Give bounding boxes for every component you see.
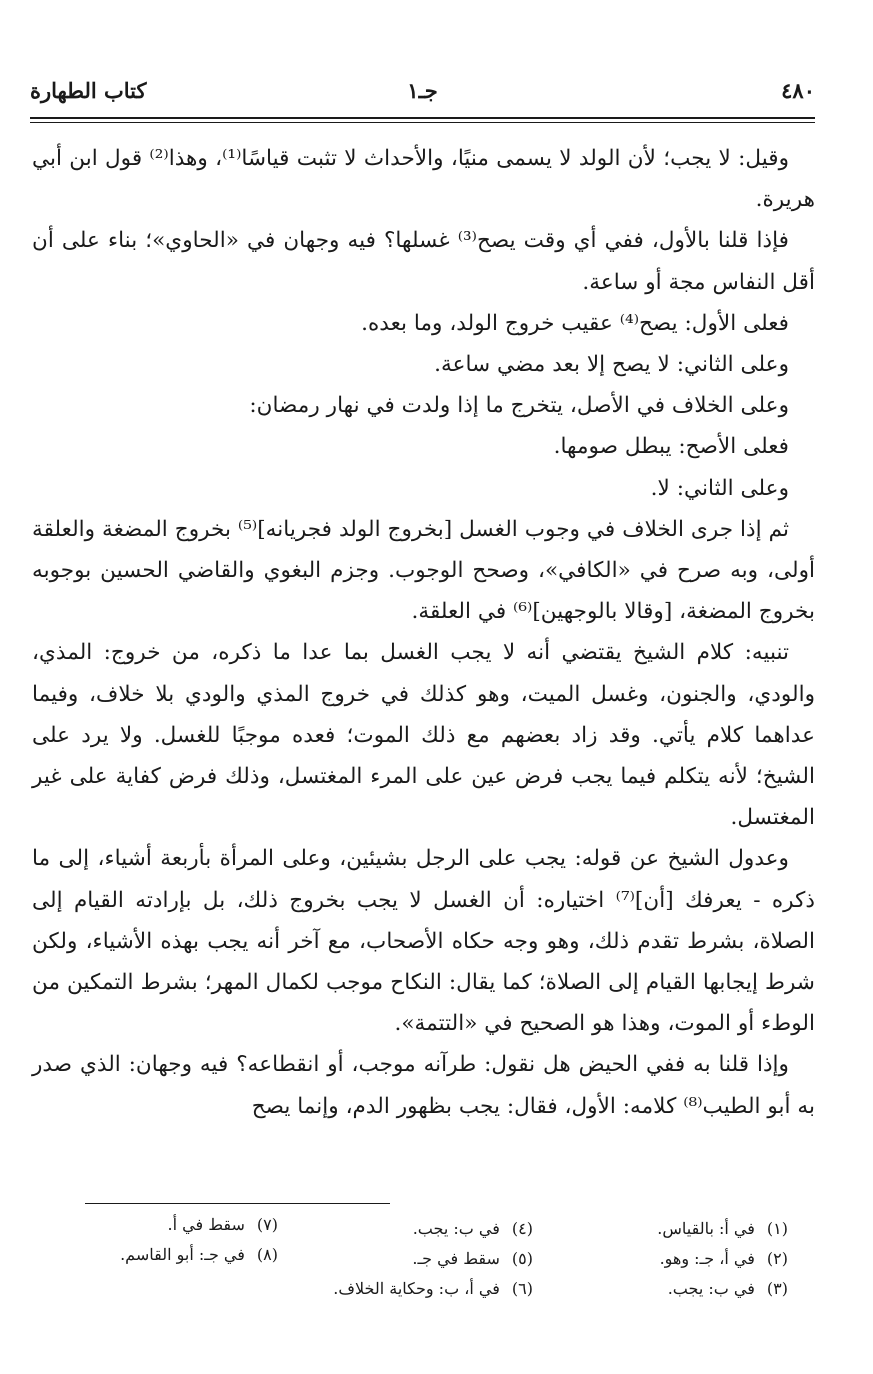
footnote-number: (٧) — [256, 1215, 278, 1234]
paragraph: فإذا قلنا بالأول، ففي أي وقت يصح⁽³⁾ غسلها؟ فيه وجهان في «الحاوي»؛ بناء على أن أقل النفاس مجة أو ساعة. — [32, 228, 815, 295]
footnote-text: في ب: يجب. — [412, 1219, 500, 1238]
footnote-number: (١) — [766, 1219, 788, 1238]
footnote-number: (٦) — [511, 1279, 533, 1298]
paragraph: وعدول الشيخ عن قوله: يجب على الرجل بشيئين، وعلى المرأة بأربعة أشياء، إلى ما ذكره - يعرفك [أن]⁽⁷⁾ اختياره: أن الغسل لا يجب بخروج ذلك، بل بإرادته القيام إلى الصلاة، بشرط تقدم ذلك، وهو وجه حكاه الأصحاب، مع آخر أنه يجب بهذه الأشياء، ولكن شرط إيجابها القيام إلى الصلاة؛ كما يقال: النكاح موجب لكمال المهر؛ بشرط التمكين من الوطء أو الموت، وهذا هو الصحيح في «التتمة». — [32, 846, 815, 1037]
footnote — [120, 1242, 278, 1268]
header-rule — [30, 117, 815, 119]
paragraph: وعلى الثاني: لا. — [650, 475, 789, 501]
footnote-text: في أ: بالقياس. — [657, 1219, 755, 1238]
footnote — [660, 1246, 788, 1272]
paragraph: وعلى الخلاف في الأصل، يتخرج ما إذا ولدت في نهار رمضان: — [249, 393, 789, 419]
footnote-text: سقط في أ. — [167, 1215, 245, 1234]
header-rule-thin — [30, 122, 815, 123]
main-text — [32, 138, 815, 1127]
paragraph: وقيل: لا يجب؛ لأن الولد لا يسمى منيًا، والأحداث لا تثبت قياسًا⁽¹⁾، وهذا⁽²⁾ قول ابن أبي هريرة. — [32, 146, 815, 213]
footnote-number: (٢) — [766, 1249, 788, 1268]
paragraph: وعلى الثاني: لا يصح إلا بعد مضي ساعة. — [434, 352, 789, 378]
footnote — [413, 1216, 533, 1242]
footnote — [668, 1276, 788, 1302]
footnote — [333, 1276, 533, 1302]
running-header — [30, 78, 815, 114]
footnote — [168, 1212, 278, 1238]
footnote-number: (٤) — [511, 1219, 533, 1238]
footnote-number: (٨) — [256, 1245, 278, 1264]
paragraph: فعلى الأصح: يبطل صومها. — [553, 434, 789, 460]
volume-label: جـ١ — [407, 78, 438, 103]
footnote-text: في أ، جـ: وهو. — [659, 1249, 755, 1268]
book-title: كتاب الطهارة — [30, 78, 147, 103]
paragraph: ثم إذا جرى الخلاف في وجوب الغسل [بخروج الولد فجريانه]⁽⁵⁾ بخروج المضغة والعلقة أولى، وبه صرح في «الكافي»، وصحح الوجوب. وجزم البغوي والقاضي الحسين بوجوبه بخروج المضغة، [وقالا بالوجهين]⁽⁶⁾ في العلقة. — [32, 516, 815, 625]
footnote-text: في جـ: أبو القاسم. — [120, 1245, 245, 1264]
footnote-rule — [85, 1203, 390, 1204]
footnote-text: في ب: يجب. — [667, 1279, 755, 1298]
paragraph: وإذا قلنا به ففي الحيض هل نقول: طرآنه موجب، أو انقطاعه؟ فيه وجهان: الذي صدر به أبو الطيب⁽⁸⁾ كلامه: الأول، فقال: يجب بظهور الدم، وإنما يصح — [32, 1052, 815, 1119]
page-number: ٤٨٠ — [781, 78, 815, 103]
paragraph: فعلى الأول: يصح⁽⁴⁾ عقيب خروج الولد، وما بعده. — [361, 310, 789, 336]
footnote-text: في أ، ب: وحكاية الخلاف. — [333, 1279, 500, 1298]
footnote-number: (٣) — [766, 1279, 788, 1298]
footnote-text: سقط في جـ. — [412, 1249, 500, 1268]
footnote — [412, 1246, 533, 1272]
footnote — [657, 1216, 788, 1242]
paragraph: تنبيه: كلام الشيخ يقتضي أنه لا يجب الغسل بما عدا ما ذكره، من خروج: المذي، والودي، والجنون، وغسل الميت، وهو كذلك في خروج المذي والودي بلا خلاف، وفيما عداهما كلام يأتي. وقد زاد بعضهم مع ذلك الموت؛ فعده موجبًا للغسل. ولا يرد على الشيخ؛ لأنه يتكلم فيما يجب فرض عين على المرء المغتسل، وذلك فرض كفاية على غير المغتسل. — [32, 640, 815, 831]
footnote-number: (٥) — [511, 1249, 533, 1268]
